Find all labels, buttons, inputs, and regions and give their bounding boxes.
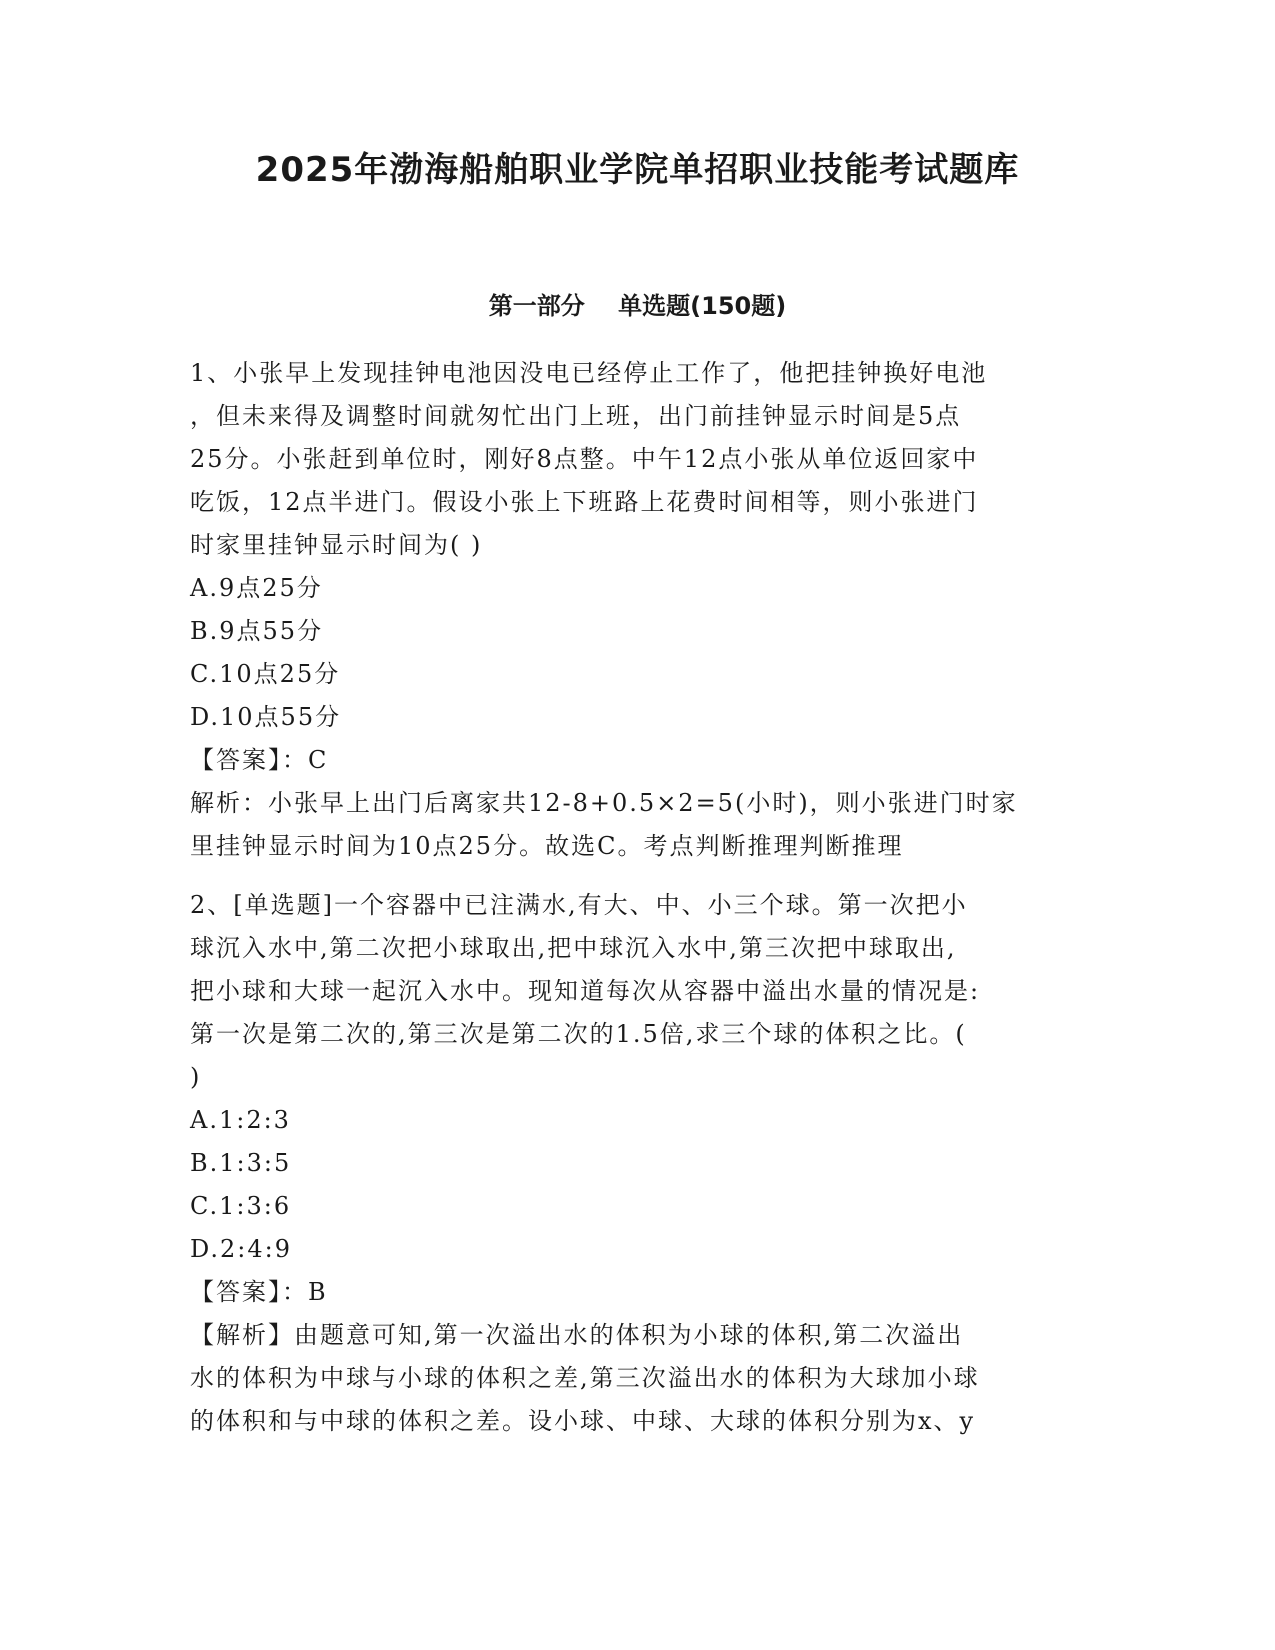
question-list bbox=[190, 352, 1085, 1459]
stem-line: ，但未来得及调整时间就匆忙出门上班，出门前挂钟显示时间是5点 bbox=[190, 402, 962, 430]
answer: 【答案】：C bbox=[190, 746, 329, 774]
stem-line: 第一次是第二次的,第三次是第二次的1.5倍,求三个球的体积之比。( bbox=[190, 1020, 967, 1048]
explanation-line: 里挂钟显示时间为10点25分。故选C。考点判断推理判断推理 bbox=[190, 832, 904, 860]
stem-line: ) bbox=[190, 1063, 202, 1091]
explanation bbox=[190, 782, 1085, 868]
stem-line: 25分。小张赶到单位时，刚好8点整。中午12点小张从单位返回家中 bbox=[190, 445, 979, 473]
question-1 bbox=[190, 352, 1085, 868]
stem-line: 球沉入水中,第二次把小球取出,把中球沉入水中,第三次把中球取出, bbox=[190, 934, 957, 962]
option-b: B.1:3:5 bbox=[190, 1149, 292, 1177]
explanation-line: 解析：小张早上出门后离家共12-8+0.5×2=5(小时)，则小张进门时家 bbox=[190, 789, 1018, 817]
stem-line: 时家里挂钟显示时间为( ) bbox=[190, 531, 483, 559]
answer: 【答案】：B bbox=[190, 1278, 328, 1306]
option-b: B.9点55分 bbox=[190, 617, 324, 645]
option-d: D.2:4:9 bbox=[190, 1235, 292, 1263]
stem-line: 把小球和大球一起沉入水中。现知道每次从容器中溢出水量的情况是: bbox=[190, 977, 981, 1005]
explanation-line: 的体积和与中球的体积之差。设小球、中球、大球的体积分别为x、y bbox=[190, 1407, 976, 1435]
explanation bbox=[190, 1314, 1085, 1443]
stem-line: 2、[单选题]一个容器中已注满水,有大、中、小三个球。第一次把小 bbox=[190, 891, 968, 919]
question-stem bbox=[190, 884, 1085, 1099]
option-d: D.10点55分 bbox=[190, 703, 342, 731]
option-c: C.10点25分 bbox=[190, 660, 341, 688]
section-heading: 第一部分 单选题(150题) bbox=[488, 292, 787, 320]
explanation-line: 【解析】由题意可知,第一次溢出水的体积为小球的体积,第二次溢出 bbox=[190, 1321, 964, 1349]
option-c: C.1:3:6 bbox=[190, 1192, 292, 1220]
option-a: A.9点25分 bbox=[190, 574, 323, 602]
question-2 bbox=[190, 884, 1085, 1443]
explanation-line: 水的体积为中球与小球的体积之差,第三次溢出水的体积为大球加小球 bbox=[190, 1364, 980, 1392]
stem-line: 吃饭，12点半进门。假设小张上下班路上花费时间相等，则小张进门 bbox=[190, 488, 979, 516]
option-a: A.1:2:3 bbox=[190, 1106, 291, 1134]
document-title: 2025年渤海船舶职业学院单招职业技能考试题库 bbox=[255, 150, 1020, 190]
stem-line: 1、小张早上发现挂钟电池因没电已经停止工作了，他把挂钟换好电池 bbox=[190, 359, 988, 387]
question-stem bbox=[190, 352, 1085, 567]
